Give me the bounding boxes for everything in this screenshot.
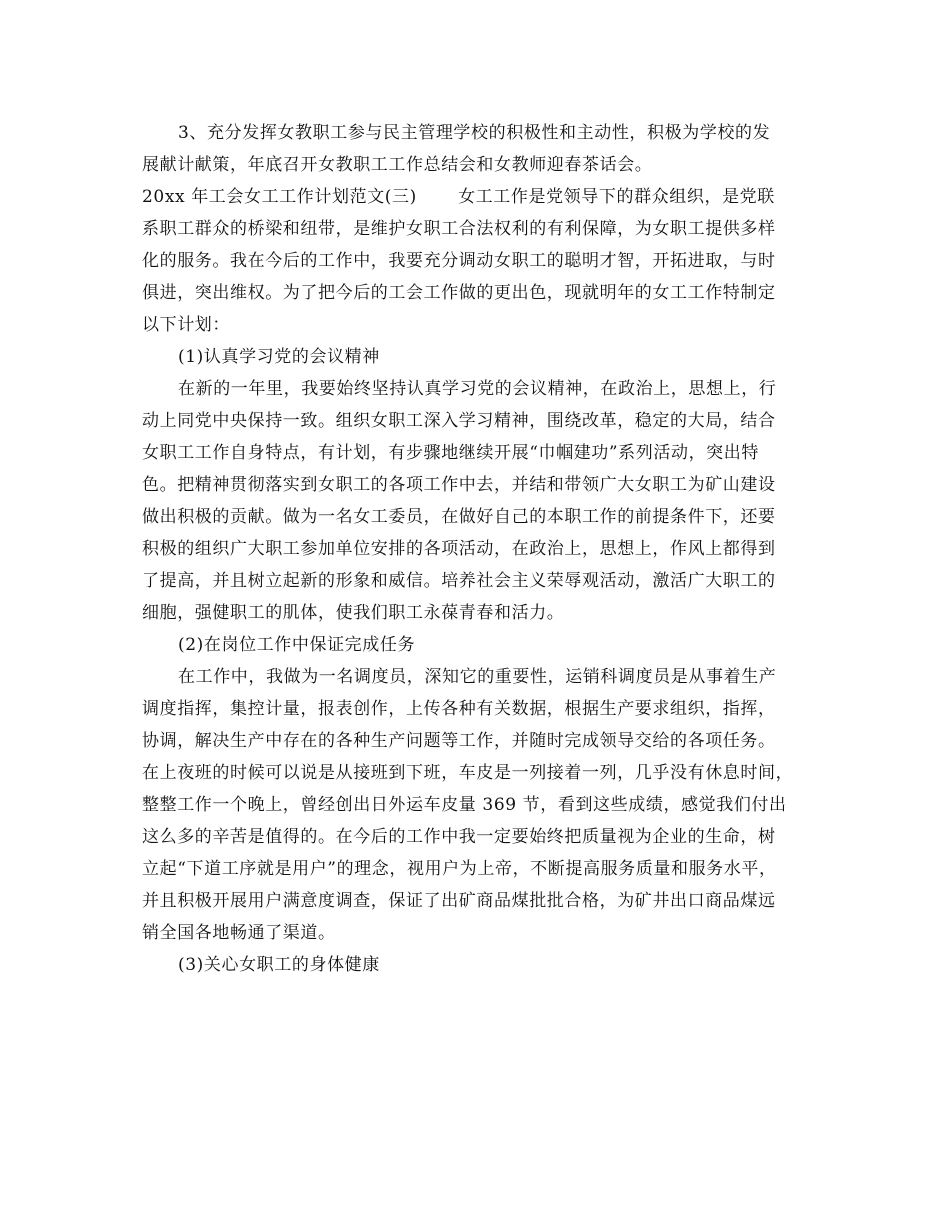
paragraph-line: 色。把精神贯彻落实到女职工的各项工作中去，并结和带领广大女职工为矿山建设 [142, 475, 776, 495]
paragraph-line: 化的服务。我在今后的工作中，我要充分调动女职工的聪明才智，开拓进取，与时 [142, 251, 776, 271]
paragraph-line: 在新的一年里，我要始终坚持认真学习党的会议精神，在政治上，思想上，行 [178, 379, 777, 399]
paragraph-line: 调度指挥，集控计量，报表创作，上传各种有关数据，根据生产要求组织，指挥， [142, 699, 776, 719]
paragraph-line: 俱进，突出维权。为了把今后的工会工作做的更出色，现就明年的女工工作特制定 [142, 283, 776, 303]
paragraph-line: 积极的组织广大职工参加单位安排的各项活动，在政治上，思想上，作风上都得到 [142, 539, 776, 559]
paragraph-line: 在工作中，我做为一名调度员，深知它的重要性，运销科调度员是从事着生产 [178, 667, 777, 687]
section-heading: (1)认真学习党的会议精神 [178, 347, 380, 367]
paragraph-line: 协调，解决生产中存在的各种生产问题等工作，并随时完成领导交给的各项任务。 [142, 731, 776, 751]
paragraph-line: 3、充分发挥女教职工参与民主管理学校的积极性和主动性，积极为学校的发 [178, 123, 771, 143]
paragraph-line: 以下计划： [142, 315, 230, 335]
paragraph-line: 了提高，并且树立起新的形象和威信。培养社会主义荣辱观活动，激活广大职工的 [142, 571, 776, 591]
paragraph-line: 立起“下道工序就是用户”的理念，视用户为上帝，不断提高服务质量和服务水平， [142, 859, 777, 879]
paragraph-line: 销全国各地畅通了渠道。 [142, 923, 336, 943]
paragraph-line: 整整工作一个晚上，曾经创出日外运车皮量 369 节，看到这些成绩，感觉我们付出 [142, 795, 787, 815]
paragraph-line: 女职工工作自身特点，有计划，有步骤地继续开展“巾帼建功”系列活动，突出特 [142, 443, 759, 463]
paragraph-line: 这么多的辛苦是值得的。在今后的工作中我一定要始终把质量视为企业的生命，树 [142, 827, 776, 847]
paragraph-line: 展献计献策，年底召开女教职工工作总结会和女教师迎春茶话会。 [142, 155, 653, 175]
paragraph-line: 动上同党中央保持一致。组织女职工深入学习精神，围绕改革，稳定的大局，结合 [142, 411, 776, 431]
paragraph-line: 系职工群众的桥梁和纽带，是维护女职工合法权利的有利保障，为女职工提供多样 [142, 219, 776, 239]
paragraph-line: 在上夜班的时候可以说是从接班到下班，车皮是一列接着一列，几乎没有休息时间， [142, 763, 794, 783]
section-heading: (3)关心女职工的身体健康 [178, 955, 380, 975]
paragraph-line: 细胞，强健职工的肌体，使我们职工永葆青春和活力。 [142, 603, 565, 623]
paragraph-line: 并且积极开展用户满意度调查，保证了出矿商品煤批批合格，为矿井出口商品煤远 [142, 891, 776, 911]
paragraph-line: 20xx 年工会女工工作计划范文(三) 女工工作是党领导下的群众组织，是党联 [142, 187, 775, 207]
section-heading: (2)在岗位工作中保证完成任务 [178, 635, 416, 655]
paragraph-line: 做出积极的贡献。做为一名女工委员，在做好自己的本职工作的前提条件下，还要 [142, 507, 776, 527]
